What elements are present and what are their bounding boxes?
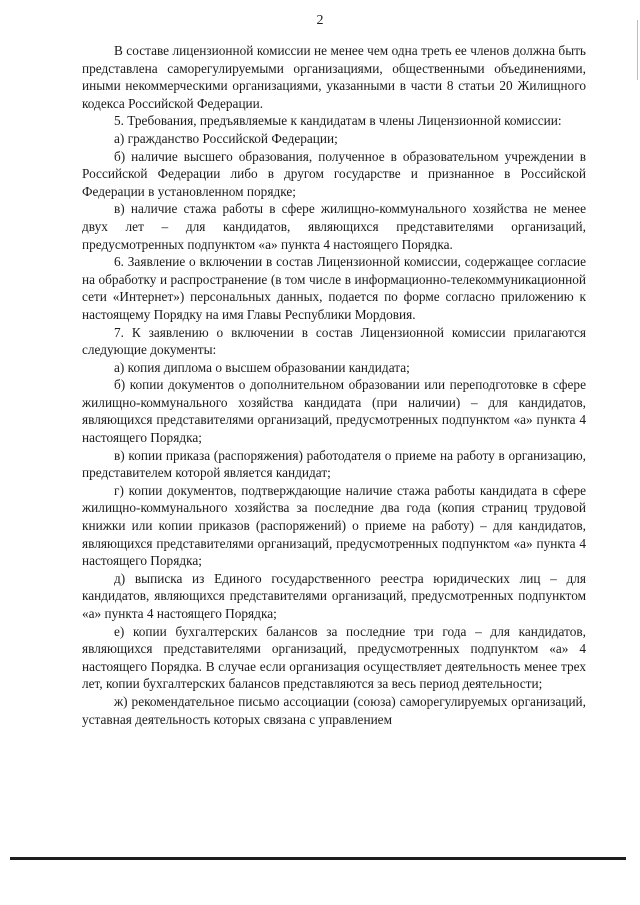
page-number: 2 [316,13,324,28]
paragraph-item-6: 6. Заявление о включении в состав Лицензионной комиссии, содержащее согласие на обработку и распространение (в том числе в информационно-телекоммуникационной сети «Интернет») персональных данных, подается по форме согласно приложению к настоящему Порядку на имя Главы Республики Мордовия. [82,254,586,322]
paragraph-item-7g: г) копии документов, подтверждающие наличие стажа работы кандидата в сфере жилищно-коммунального хозяйства за последние два года (копия страниц трудовой книжки или копии приказов (распоряжений) о приеме на работу) – для кандидатов, являющихся представителями организаций, предусмотренных подпунктом «а» пункта 4 настоящего Порядка; [82,482,586,569]
bottom-divider-line [10,857,626,860]
paragraph-item-7d: д) выписка из Единого государственного реестра юридических лиц – для кандидатов, являющихся представителями организаций, предусмотренных подпунктом «а» пункта 4 настоящего Порядка; [82,570,586,621]
paragraph-item-7v: в) копии приказа (распоряжения) работодателя о приеме на работу в организацию, представителем которой является кандидат; [82,447,586,481]
paragraph-item-7a: а) копия диплома о высшем образовании кандидата; [114,359,410,375]
paragraph-item-5v: в) наличие стажа работы в сфере жилищно-коммунального хозяйства не менее двух лет – для кандидатов, являющихся представителями организаций, предусмотренных подпунктом «а» пункта 4 настоящего Порядка. [82,201,586,252]
paragraph-item-5a: а) гражданство Российской Федерации; [114,130,338,146]
document-body [82,42,586,728]
paragraph-item-7zh: ж) рекомендательное письмо ассоциации (союза) саморегулируемых организаций, уставная деятельность которых связана с управлением [82,693,586,727]
paragraph-item-5: 5. Требования, предъявляемые к кандидатам в члены Лицензионной комиссии: [114,113,562,129]
paragraph-item-5b: б) наличие высшего образования, полученное в образовательном учреждении в Российской Федерации либо в другом государстве и признанное в Российской Федерации в установленном порядке; [82,148,586,199]
paragraph-item-7e: е) копии бухгалтерских балансов за последние три года – для кандидатов, являющихся представителями организаций, предусмотренных подпунктом «а» 4 настоящего Порядка. В случае если организация осуществляет деятельность менее трех лет, копии бухгалтерских балансов представляются за весь период деятельности; [82,623,586,692]
paragraph-commission-composition: В составе лицензионной комиссии не менее чем одна треть ее членов должна быть представлена саморегулируемыми организациями, общественными объединениями, иными некоммерческими организациями, указанными в части 8 статьи 20 Жилищного кодекса Российской Федерации. [82,43,586,111]
scan-edge-mark [637,20,638,80]
paragraph-item-7b: б) копии документов о дополнительном образовании или переподготовке в сфере жилищно-коммунального хозяйства кандидата (при наличии) – для кандидатов, являющихся представителями организаций, предусмотренных подпунктом «а» пункта 4 настоящего Порядка; [82,377,586,446]
paragraph-item-7: 7. К заявлению о включении в состав Лицензионной комиссии прилагаются следующие документы: [82,324,586,358]
